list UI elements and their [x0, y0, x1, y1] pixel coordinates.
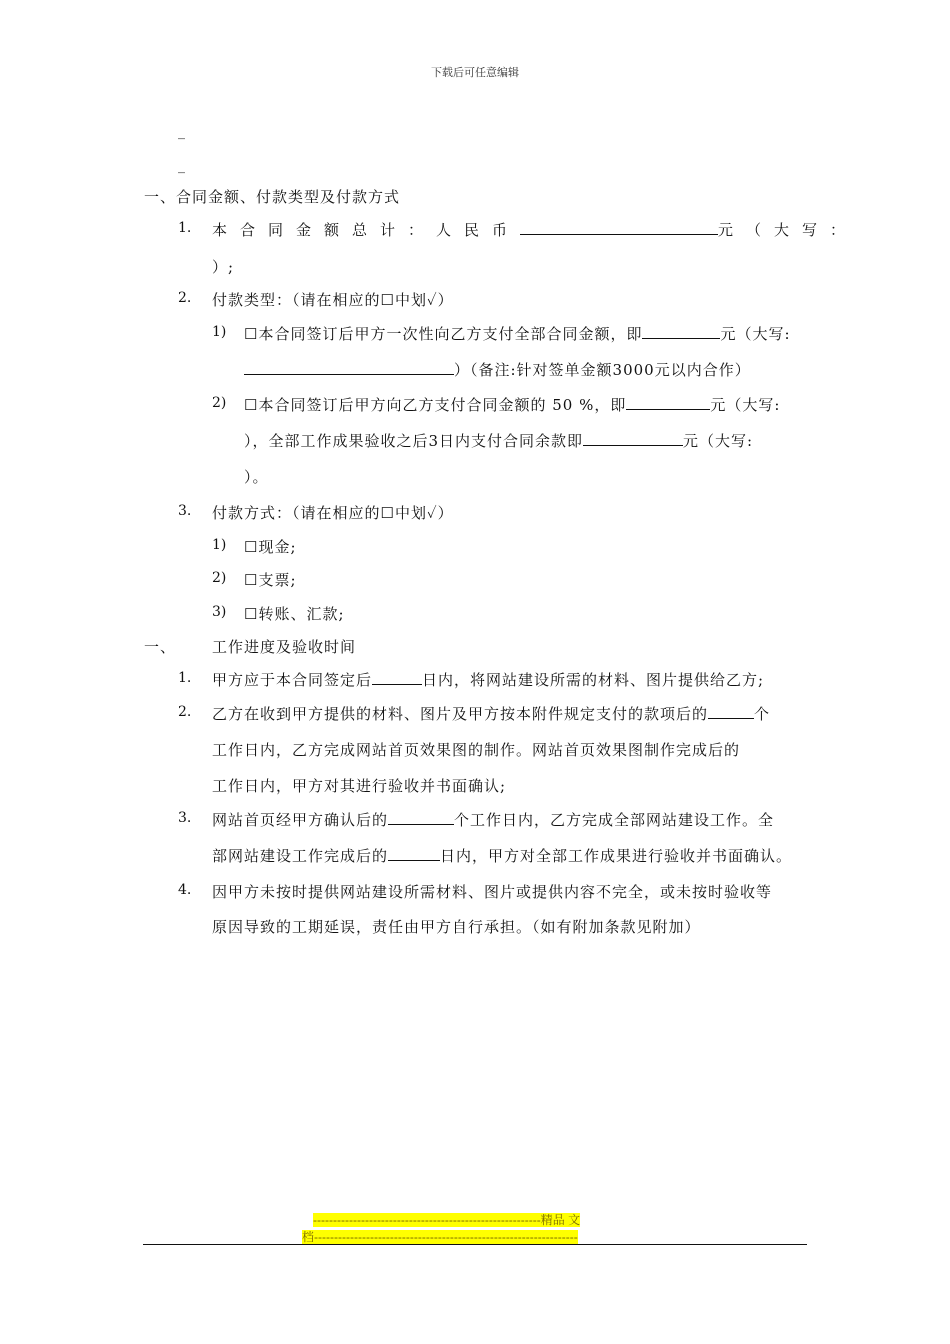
option-number: 1)	[212, 537, 227, 553]
option-text: ☐本合同签订后甲方向乙方支付合同金额的 50 %，即	[244, 396, 627, 414]
item-text: 个工作日内，乙方完成全部网站建设工作。全	[454, 811, 775, 829]
days-blank	[388, 846, 440, 861]
schedule-item3-line2	[212, 845, 792, 866]
option-number: 3)	[212, 604, 227, 620]
item-number: 3.	[178, 810, 192, 826]
item-number: 2.	[178, 290, 192, 306]
option-text: 元（大写:	[683, 432, 754, 450]
days-blank	[708, 704, 754, 719]
schedule-item3	[212, 809, 774, 830]
option-number: 2)	[212, 395, 227, 411]
amount-blank	[583, 431, 683, 446]
footer-text: ---------------------------------------------------------精品 文	[313, 1213, 581, 1227]
footer-rule	[143, 1244, 807, 1245]
schedule-item1	[212, 669, 764, 690]
section2-number: 一、	[144, 638, 177, 656]
option-text: 元（大写:	[720, 325, 791, 343]
days-blank	[388, 810, 454, 825]
dash-mark: _	[178, 124, 185, 140]
item-number: 2.	[178, 704, 192, 720]
amount-blank	[244, 360, 454, 375]
schedule-item2	[212, 703, 770, 724]
amount-capital-label: 元（大写：	[718, 221, 859, 239]
option-text: ），全部工作成果验收之后3日内支付合同余款即	[244, 432, 584, 450]
option-number: 1)	[212, 324, 227, 340]
item-number: 1.	[178, 670, 192, 686]
amount-blank	[626, 395, 710, 410]
payment-option-half-close: ）。	[244, 468, 269, 486]
payment-option-half-balance	[244, 430, 753, 451]
payment-option-full	[244, 323, 791, 344]
amount-blank	[642, 324, 720, 339]
payment-method-title: 付款方式：（请在相应的☐中划✓）	[212, 504, 454, 522]
option-note: ）（备注:针对签单金额3000元以内合作）	[454, 361, 751, 379]
contract-amount-line	[212, 219, 858, 240]
days-blank	[372, 670, 422, 685]
item-number: 3.	[178, 503, 192, 519]
amount-blank	[520, 220, 718, 235]
contract-amount-label: 本合同金额总计：人民币	[212, 221, 521, 239]
item-text: 网站首页经甲方确认后的	[212, 811, 389, 829]
payment-method-cheque: ☐支票;	[244, 571, 297, 589]
schedule-item4-line2: 原因导致的工期延误，责任由甲方自行承担。（如有附加条款见附加）	[212, 918, 701, 936]
amount-capital-close: ）;	[212, 258, 235, 276]
schedule-item2-line3: 工作日内，甲方对其进行验收并书面确认;	[212, 777, 507, 795]
section1-title: 一、合同金额、付款类型及付款方式	[144, 188, 401, 206]
item-text: 日内，将网站建设所需的材料、图片提供给乙方;	[422, 671, 765, 689]
footer-watermark-line1	[313, 1210, 580, 1228]
item-text: 甲方应于本合同签定后	[212, 671, 373, 689]
payment-option-full-note	[244, 359, 751, 380]
payment-method-transfer: ☐转账、汇款;	[244, 605, 345, 623]
payment-type-title: 付款类型：（请在相应的☐中划✓）	[212, 291, 454, 309]
item-number: 4.	[178, 882, 192, 898]
payment-method-cash: ☐现金;	[244, 538, 297, 556]
page-header: 下载后可任意编辑	[431, 66, 519, 79]
option-number: 2)	[212, 570, 227, 586]
schedule-item2-line2: 工作日内，乙方完成网站首页效果图的制作。网站首页效果图制作完成后的	[212, 741, 741, 759]
item-text: 个	[754, 705, 771, 723]
item-text: 乙方在收到甲方提供的材料、图片及甲方按本附件规定支付的款项后的	[212, 705, 709, 723]
option-text: 元（大写:	[710, 396, 781, 414]
item-text: 部网站建设工作完成后的	[212, 847, 389, 865]
footer-text: 档------------------------------------------------------------------	[302, 1230, 578, 1244]
item-number: 1.	[178, 220, 192, 236]
item-text: 日内，甲方对全部工作成果进行验收并书面确认。	[440, 847, 793, 865]
dash-mark: _	[178, 158, 185, 174]
schedule-item4: 因甲方未按时提供网站建设所需材料、图片或提供内容不完全，或未按时验收等	[212, 883, 773, 901]
section2-title: 工作进度及验收时间	[212, 638, 357, 656]
option-text: ☐本合同签订后甲方一次性向乙方支付全部合同金额，即	[244, 325, 643, 343]
payment-option-half	[244, 394, 780, 415]
footer-watermark-line2	[302, 1227, 578, 1245]
